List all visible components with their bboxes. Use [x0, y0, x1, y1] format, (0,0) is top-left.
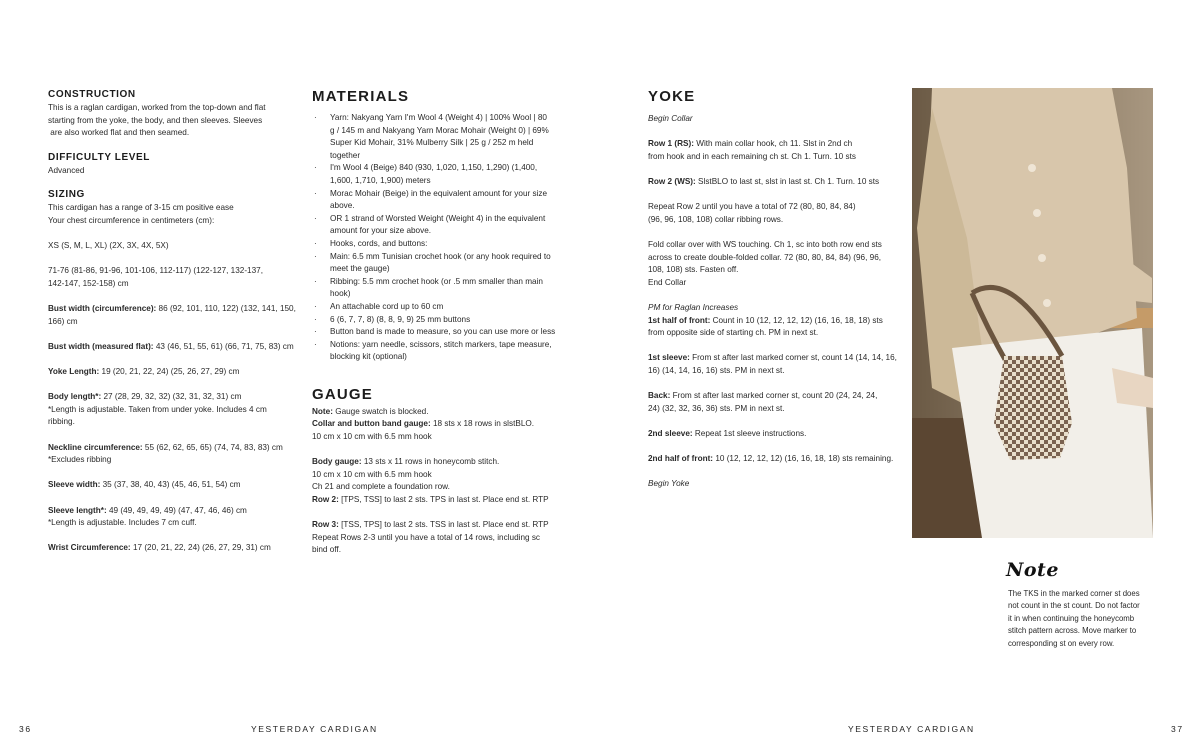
specs-column [48, 88, 298, 555]
gauge-note-value: Gauge swatch is blocked. [332, 406, 429, 416]
back-value: From st after last marked corner st, count 20 (24, 24, 24, [670, 391, 878, 401]
body-length-value: 27 (28, 29, 32, 32) (32, 31, 32, 31) cm [101, 392, 242, 402]
front-half-1 [648, 315, 898, 328]
repeat-row2: Repeat Row 2 until you have a total of 72 (80, 80, 84, 84) [648, 202, 856, 212]
sizing-heading: SIZING [48, 189, 85, 201]
materials-column [312, 88, 562, 557]
front-half-1-label: 1st half of front: [648, 315, 711, 325]
materials-item: amount for your size above. [330, 226, 432, 236]
fold-collar: Fold collar over with WS touching. Ch 1, sc into both row end sts [648, 239, 882, 249]
materials-item: · I'm Wool 4 (Beige) 840 (930, 1,020, 1,150, 1,290) (1,400, [312, 162, 562, 175]
left-page-number: 36 [19, 724, 32, 734]
sleeve-length-value: 49 (49, 49, 49, 49) (47, 47, 46, 46) cm [106, 505, 247, 515]
body-gauge-label: Body gauge: [312, 457, 362, 467]
sleeve-1-label: 1st sleeve: [648, 353, 690, 363]
materials-item: above. [330, 201, 355, 211]
chest-range: 142-147, 152-158) cm [48, 278, 129, 288]
sleeve-length-label: Sleeve length*: [48, 505, 107, 515]
neckline [48, 442, 298, 455]
neckline-note: *Excludes ribbing [48, 455, 112, 465]
right-running-title: YESTERDAY CARDIGAN [848, 724, 975, 734]
sleeve-1-value: From st after last marked corner st, count 14 (14, 14, 16, [689, 353, 897, 363]
bust-flat-value: 43 (46, 51, 55, 61) (66, 71, 75, 83) cm [153, 341, 294, 351]
row2 [648, 176, 898, 189]
pm-raglan: PM for Raglan Increases [648, 302, 739, 312]
row2-value: SlstBLO to last st, slst in last st. Ch 1. Turn. 10 sts [695, 176, 880, 186]
begin-yoke: Begin Yoke [648, 479, 690, 489]
body-length-note: *Length is adjustable. Taken from under yoke. Includes 4 cm [48, 404, 267, 414]
materials-item: · Ribbing: 5.5 mm crochet hook (or .5 mm smaller than main [312, 276, 562, 289]
neckline-label: Neckline circumference: [48, 442, 143, 452]
sleeve-1-cont: 16) (14, 14, 16, 16) sts. PM in next st. [648, 365, 785, 375]
collar-gauge-value: 18 sts x 18 rows in slstBLO. [430, 419, 535, 429]
back [648, 390, 898, 403]
collar-gauge-size: 10 cm x 10 cm with 6.5 mm hook [312, 432, 432, 442]
sizing-line: This cardigan has a range of 3-15 cm positive ease [48, 203, 234, 213]
note-line: not count in the st count. Do not factor [1008, 601, 1140, 611]
materials-list [312, 112, 562, 364]
gauge-repeat: bind off. [312, 545, 341, 555]
materials-item: · Button band is made to measure, so you can use more or less [312, 326, 562, 339]
gauge-row2-value: [TPS, TSS] to last 2 sts. TPS in last st. Place end st. RTP [338, 495, 549, 505]
materials-item: · OR 1 strand of Worsted Weight (Weight 4) in the equivalent [312, 213, 562, 226]
neckline-value: 55 (62, 62, 65, 65) (74, 74, 83, 83) cm [142, 442, 283, 452]
sleeve-2-value: Repeat 1st sleeve instructions. [692, 428, 807, 438]
bust-circumference [48, 303, 298, 316]
yoke-column [648, 88, 898, 491]
difficulty-value: Advanced [48, 165, 85, 175]
front-half-1-cont: from opposite side of starting ch. PM in next st. [648, 328, 819, 338]
row1 [648, 138, 898, 151]
sizes-list: XS (S, M, L, XL) (2X, 3X, 4X, 5X) [48, 241, 169, 251]
repeat-row2: (96, 96, 108, 108) collar ribbing rows. [648, 214, 784, 224]
photo-illustration [912, 88, 1153, 538]
materials-item: 1,600, 1,710, 1,900) meters [330, 175, 431, 185]
bust-circumference-cont: 166) cm [48, 316, 78, 326]
materials-item: blocking kit (optional) [330, 352, 407, 362]
body-gauge [312, 456, 562, 469]
materials-item: · Hooks, cords, and buttons: [312, 238, 562, 251]
sleeve-1 [648, 352, 898, 365]
gauge-row3 [312, 519, 562, 532]
materials-item: · An attachable cord up to 60 cm [312, 301, 562, 314]
row1-label: Row 1 (RS): [648, 139, 694, 149]
materials-item: together [330, 150, 361, 160]
materials-item: · Main: 6.5 mm Tunisian crochet hook (or any hook required to [312, 251, 562, 264]
right-page-number: 37 [1171, 724, 1184, 734]
gauge-row3-value: [TSS, TPS] to last 2 sts. TSS in last st. Place end st. RTP [338, 520, 549, 530]
materials-item: · Morac Mohair (Beige) in the equivalent amount for your size [312, 188, 562, 201]
back-cont: 24) (32, 32, 36, 36) sts. PM in next st. [648, 403, 785, 413]
materials-item: hook) [330, 289, 351, 299]
wrist-label: Wrist Circumference: [48, 543, 131, 553]
bust-flat-label: Bust width (measured flat): [48, 341, 154, 351]
fold-collar: 108, 108) sts. Fasten off. [648, 265, 739, 275]
construction-line: are also worked flat and then seamed. [48, 128, 190, 138]
left-running-title: YESTERDAY CARDIGAN [251, 724, 378, 734]
wrist [48, 542, 298, 555]
cardigan-photo [912, 88, 1153, 538]
chest-range: 71-76 (81-86, 91-96, 101-106, 112-117) (122-127, 132-137, [48, 266, 263, 276]
gauge-repeat: Repeat Rows 2-3 until you have a total of 14 rows, including sc [312, 532, 541, 542]
note-line: stitch pattern across. Move marker to [1008, 626, 1137, 636]
gauge-row2-label: Row 2: [312, 495, 339, 505]
collar-gauge [312, 418, 562, 431]
sleeve-width-value: 35 (37, 38, 40, 43) (45, 46, 51, 54) cm [100, 480, 241, 490]
body-length [48, 391, 298, 404]
body-gauge-size: 10 cm x 10 cm with 6.5 mm hook [312, 469, 432, 479]
note-line: The TKS in the marked corner st does [1008, 589, 1140, 598]
materials-item: · Yarn: Nakyang Yarn I'm Wool 4 (Weight 4) | 100% Wool | 80 [312, 112, 562, 125]
fold-collar: across to create double-folded collar. 72 (80, 80, 84, 84) (96, 96, [648, 252, 882, 262]
note-line: corresponding st on every row. [1008, 638, 1115, 648]
yoke-length [48, 366, 298, 379]
body-length-label: Body length*: [48, 392, 102, 402]
row2-label: Row 2 (WS): [648, 176, 696, 186]
sizing-line: Your chest circumference in centimeters (cm): [48, 215, 215, 225]
bust-circumference-value: 86 (92, 101, 110, 122) (132, 141, 150, [156, 304, 296, 314]
materials-item: Super Kid Mohair, 31% Mulberry Silk | 25 g / 252 m held [330, 138, 534, 148]
construction-line: This is a raglan cardigan, worked from the top-down and flat [48, 103, 266, 112]
gauge-ch21: Ch 21 and complete a foundation row. [312, 482, 450, 492]
yoke-heading: YOKE [648, 88, 696, 105]
row1-cont: from hook and in each remaining ch st. Ch 1. Turn. 10 sts [648, 151, 856, 161]
front-half-2-label: 2nd half of front: [648, 454, 714, 464]
sleeve-width [48, 479, 298, 492]
begin-collar: Begin Collar [648, 114, 693, 123]
gauge-heading: GAUGE [312, 385, 374, 403]
sleeve-2-label: 2nd sleeve: [648, 428, 693, 438]
note-line: it in when continuing the honeycomb [1008, 613, 1135, 623]
gauge-row3-label: Row 3: [312, 520, 339, 530]
back-label: Back: [648, 391, 671, 401]
difficulty-heading: DIFFICULTY LEVEL [48, 151, 151, 163]
sleeve-length-note: *Length is adjustable. Includes 7 cm cuff. [48, 518, 197, 528]
bust-circumference-label: Bust width (circumference): [48, 304, 157, 314]
yoke-length-value: 19 (20, 21, 22, 24) (25, 26, 27, 29) cm [99, 367, 240, 377]
note-title: Note [1006, 559, 1059, 581]
sleeve-width-label: Sleeve width: [48, 480, 101, 490]
end-collar: End Collar [648, 277, 687, 287]
front-half-1-value: Count in 10 (12, 12, 12, 12) (16, 16, 18, 18) sts [710, 315, 883, 325]
materials-item: meet the gauge) [330, 264, 390, 274]
bust-flat [48, 341, 298, 354]
sleeve-2 [648, 428, 898, 441]
row1-value: With main collar hook, ch 11. Slst in 2nd ch [693, 139, 853, 149]
construction-line: starting from the yoke, the body, and then sleeves. Sleeves [48, 115, 263, 125]
note-text [1008, 588, 1154, 650]
body-gauge-value: 13 sts x 11 rows in honeycomb stitch. [361, 457, 500, 467]
gauge-row2 [312, 494, 562, 507]
front-half-2 [648, 453, 898, 466]
gauge-note [312, 406, 562, 419]
gauge-note-label: Note: [312, 406, 333, 416]
materials-heading: MATERIALS [312, 88, 410, 105]
sleeve-length [48, 505, 298, 518]
materials-item: · Notions: yarn needle, scissors, stitch markers, tape measure, [312, 339, 562, 352]
collar-gauge-label: Collar and button band gauge: [312, 419, 431, 429]
wrist-value: 17 (20, 21, 22, 24) (26, 27, 29, 31) cm [130, 543, 271, 553]
materials-item: g / 145 m and Nakyang Yarn Morac Mohair (Weight 0) | 69% [330, 125, 549, 135]
body-length-note: ribbing. [48, 417, 75, 427]
materials-item: · 6 (6, 7, 7, 8) (8, 8, 9, 9) 25 mm buttons [312, 314, 562, 327]
front-half-2-value: 10 (12, 12, 12, 12) (16, 16, 18, 18) sts remaining. [713, 454, 894, 464]
yoke-length-label: Yoke Length: [48, 367, 100, 377]
construction-heading: CONSTRUCTION [48, 89, 136, 100]
